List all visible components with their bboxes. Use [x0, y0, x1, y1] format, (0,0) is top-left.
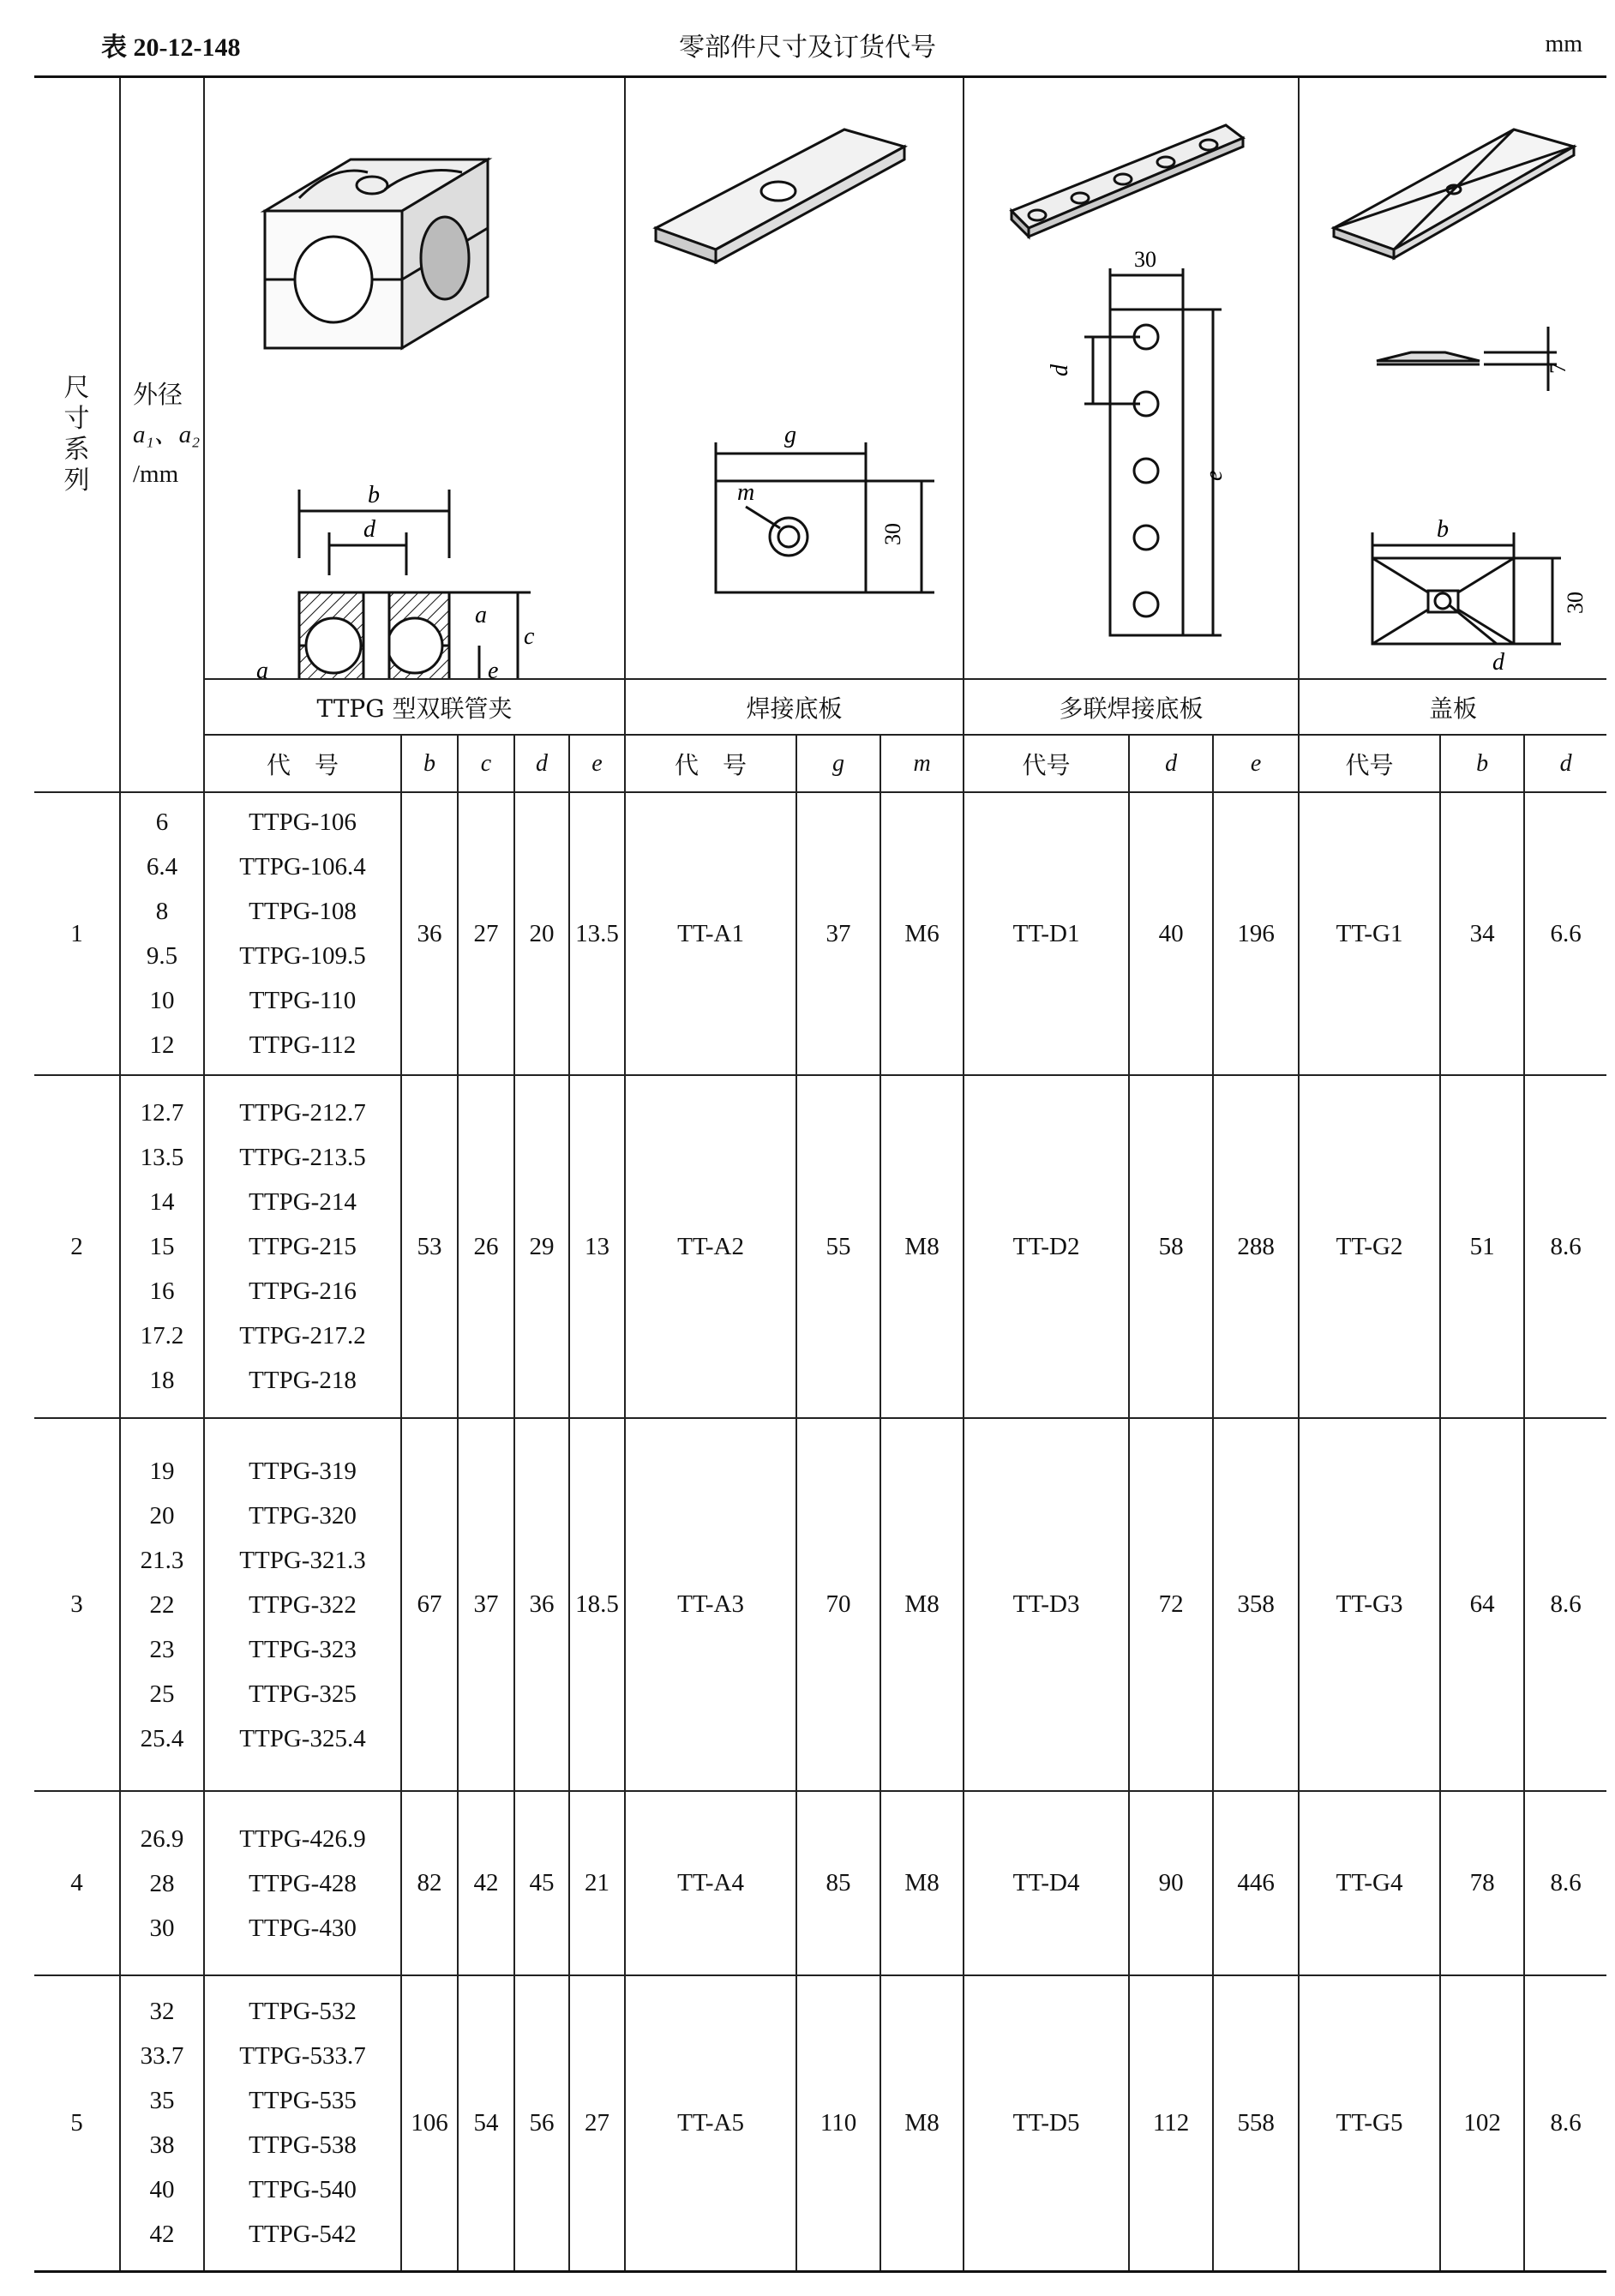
weld-code-cell: TT-A2: [625, 1075, 796, 1418]
series-cell: 3: [34, 1418, 120, 1791]
multi-code-cell: TT-D3: [964, 1418, 1129, 1791]
svg-text:d: d: [363, 516, 375, 543]
sub-header-g: g: [796, 735, 880, 792]
sub-header-cover-d: d: [1524, 735, 1606, 792]
multi-e-cell: 558: [1213, 1975, 1299, 2271]
multi-e-cell: 196: [1213, 792, 1299, 1075]
weld-g-cell: 37: [796, 792, 880, 1075]
sub-header-cover-code: 代号: [1299, 735, 1440, 792]
clamp-b-cell: 82: [401, 1791, 458, 1975]
svg-text:30: 30: [1134, 247, 1157, 272]
weld-m-cell: M8: [880, 1791, 964, 1975]
weld-m-cell: M8: [880, 1975, 964, 2271]
group-weld-caption: 焊接底板: [625, 679, 964, 735]
table-row: [34, 1418, 1606, 1791]
svg-text:c: c: [524, 623, 535, 650]
sub-header-code: 代 号: [204, 735, 401, 792]
sub-header-c: c: [458, 735, 514, 792]
sub-header-b: b: [401, 735, 458, 792]
clamp-e-cell: 13: [569, 1075, 625, 1418]
table-row: [34, 1975, 1606, 2271]
sub-header-d: d: [514, 735, 569, 792]
cover-d-cell: 8.6: [1524, 1418, 1606, 1791]
multi-d-cell: 72: [1129, 1418, 1213, 1791]
table-number: 表 20-12-148: [101, 33, 241, 62]
clamp-b-cell: 36: [401, 792, 458, 1075]
svg-text:b: b: [1437, 516, 1450, 543]
cover-plate-drawing: [1300, 78, 1607, 678]
table-row: [34, 792, 1606, 1075]
svg-text:30: 30: [880, 523, 906, 545]
clamp-c-cell: 26: [458, 1075, 514, 1418]
od-cell: 6 6.4 8 9.5 10 12: [120, 792, 204, 1075]
group-cover-caption: 盖板: [1299, 679, 1606, 735]
clamp-d-cell: 45: [514, 1791, 569, 1975]
od-cell: 12.7 13.5 14 15 16 17.2 18: [120, 1075, 204, 1418]
multi-e-cell: 446: [1213, 1791, 1299, 1975]
series-cell: 5: [34, 1975, 120, 2271]
cover-plate-figure: [1299, 77, 1606, 680]
unit-label: mm: [1545, 31, 1582, 57]
group-clamp-caption: TTPG 型双联管夹: [204, 679, 625, 735]
cover-d-cell: 6.6: [1524, 792, 1606, 1075]
clamp-c-cell: 27: [458, 792, 514, 1075]
weld-plate-figure: [625, 77, 964, 680]
weld-code-cell: TT-A5: [625, 1975, 796, 2271]
od-cell: 19 20 21.3 22 23 25 25.4: [120, 1418, 204, 1791]
cover-code-cell: TT-G5: [1299, 1975, 1440, 2271]
clamp-c-cell: 42: [458, 1791, 514, 1975]
sub-header-multi-e: e: [1213, 735, 1299, 792]
svg-text:d: d: [1492, 649, 1505, 676]
svg-text:a: a: [256, 658, 268, 678]
svg-text:e: e: [1201, 470, 1228, 481]
clamp-d-cell: 29: [514, 1075, 569, 1418]
multi-d-cell: 112: [1129, 1975, 1213, 2271]
clamp-d-cell: 20: [514, 792, 569, 1075]
sub-header-cover-b: b: [1440, 735, 1524, 792]
clamp-b-cell: 106: [401, 1975, 458, 2271]
svg-text:m: m: [737, 479, 755, 506]
clamp-d-cell: 56: [514, 1975, 569, 2271]
series-cell: 4: [34, 1791, 120, 1975]
svg-text:7: 7: [1546, 363, 1571, 374]
clamp-c-cell: 54: [458, 1975, 514, 2271]
multi-code-cell: TT-D1: [964, 792, 1129, 1075]
weld-g-cell: 55: [796, 1075, 880, 1418]
svg-text:e: e: [488, 658, 499, 678]
clamp-b-cell: 53: [401, 1075, 458, 1418]
cover-b-cell: 64: [1440, 1418, 1524, 1791]
cover-code-cell: TT-G2: [1299, 1075, 1440, 1418]
multi-code-cell: TT-D2: [964, 1075, 1129, 1418]
weld-m-cell: M8: [880, 1075, 964, 1418]
sub-header-multi-code: 代号: [964, 735, 1129, 792]
clamp-figure: [204, 77, 625, 680]
series-header: 尺 寸 系 列: [34, 77, 120, 793]
weld-g-cell: 85: [796, 1791, 880, 1975]
weld-g-cell: 70: [796, 1418, 880, 1791]
clamp-drawing: [205, 78, 625, 678]
multi-d-cell: 90: [1129, 1791, 1213, 1975]
weld-plate-drawing: [626, 78, 964, 678]
cover-b-cell: 51: [1440, 1075, 1524, 1418]
weld-g-cell: 110: [796, 1975, 880, 2271]
svg-text:d: d: [1047, 364, 1074, 376]
clamp-code-cell: TTPG-426.9 TTPG-428 TTPG-430: [204, 1791, 401, 1975]
weld-code-cell: TT-A1: [625, 792, 796, 1075]
weld-m-cell: M6: [880, 792, 964, 1075]
clamp-b-cell: 67: [401, 1418, 458, 1791]
clamp-e-cell: 18.5: [569, 1418, 625, 1791]
cover-code-cell: TT-G4: [1299, 1791, 1440, 1975]
clamp-code-cell: TTPG-319 TTPG-320 TTPG-321.3 TTPG-322 TTPG-323 TTPG-325 TTPG-325.4: [204, 1418, 401, 1791]
cover-b-cell: 102: [1440, 1975, 1524, 2271]
clamp-d-cell: 36: [514, 1418, 569, 1791]
multi-d-cell: 58: [1129, 1075, 1213, 1418]
sub-header-e: e: [569, 735, 625, 792]
clamp-code-cell: TTPG-532 TTPG-533.7 TTPG-535 TTPG-538 TTPG-540 TTPG-542: [204, 1975, 401, 2271]
weld-code-cell: TT-A3: [625, 1418, 796, 1791]
svg-text:30: 30: [1563, 592, 1588, 614]
multi-e-cell: 358: [1213, 1418, 1299, 1791]
cover-code-cell: TT-G3: [1299, 1418, 1440, 1791]
cover-b-cell: 78: [1440, 1791, 1524, 1975]
multi-code-cell: TT-D4: [964, 1791, 1129, 1975]
clamp-code-cell: TTPG-212.7 TTPG-213.5 TTPG-214 TTPG-215 TTPG-216 TTPG-217.2 TTPG-218: [204, 1075, 401, 1418]
multi-e-cell: 288: [1213, 1075, 1299, 1418]
sub-header-weld-code: 代 号: [625, 735, 796, 792]
weld-code-cell: TT-A4: [625, 1791, 796, 1975]
clamp-c-cell: 37: [458, 1418, 514, 1791]
svg-text:a: a: [475, 602, 487, 628]
table-row: [34, 1075, 1606, 1418]
series-cell: 1: [34, 792, 120, 1075]
multi-code-cell: TT-D5: [964, 1975, 1129, 2271]
svg-text:g: g: [784, 422, 797, 448]
multi-d-cell: 40: [1129, 792, 1213, 1075]
outer-diameter-header: 外径 a₁、a₂ /mm: [120, 77, 204, 793]
cover-code-cell: TT-G1: [1299, 792, 1440, 1075]
cover-d-cell: 8.6: [1524, 1075, 1606, 1418]
multi-weld-plate-drawing: [964, 78, 1300, 678]
multi-weld-plate-figure: [964, 77, 1299, 680]
series-cell: 2: [34, 1075, 120, 1418]
cover-d-cell: 8.6: [1524, 1975, 1606, 2271]
od-cell: 26.9 28 30: [120, 1791, 204, 1975]
cover-d-cell: 8.6: [1524, 1791, 1606, 1975]
cover-b-cell: 34: [1440, 792, 1524, 1075]
parts-table: [34, 75, 1606, 2273]
clamp-e-cell: 27: [569, 1975, 625, 2271]
sub-header-m: m: [880, 735, 964, 792]
clamp-e-cell: 21: [569, 1791, 625, 1975]
sub-header-multi-d: d: [1129, 735, 1213, 792]
od-cell: 32 33.7 35 38 40 42: [120, 1975, 204, 2271]
table-title: 零部件尺寸及订货代号: [679, 33, 936, 63]
group-multi-caption: 多联焊接底板: [964, 679, 1299, 735]
weld-m-cell: M8: [880, 1418, 964, 1791]
clamp-code-cell: TTPG-106 TTPG-106.4 TTPG-108 TTPG-109.5 TTPG-110 TTPG-112: [204, 792, 401, 1075]
clamp-e-cell: 13.5: [569, 792, 625, 1075]
svg-text:b: b: [368, 482, 380, 508]
table-row: [34, 1791, 1606, 1975]
